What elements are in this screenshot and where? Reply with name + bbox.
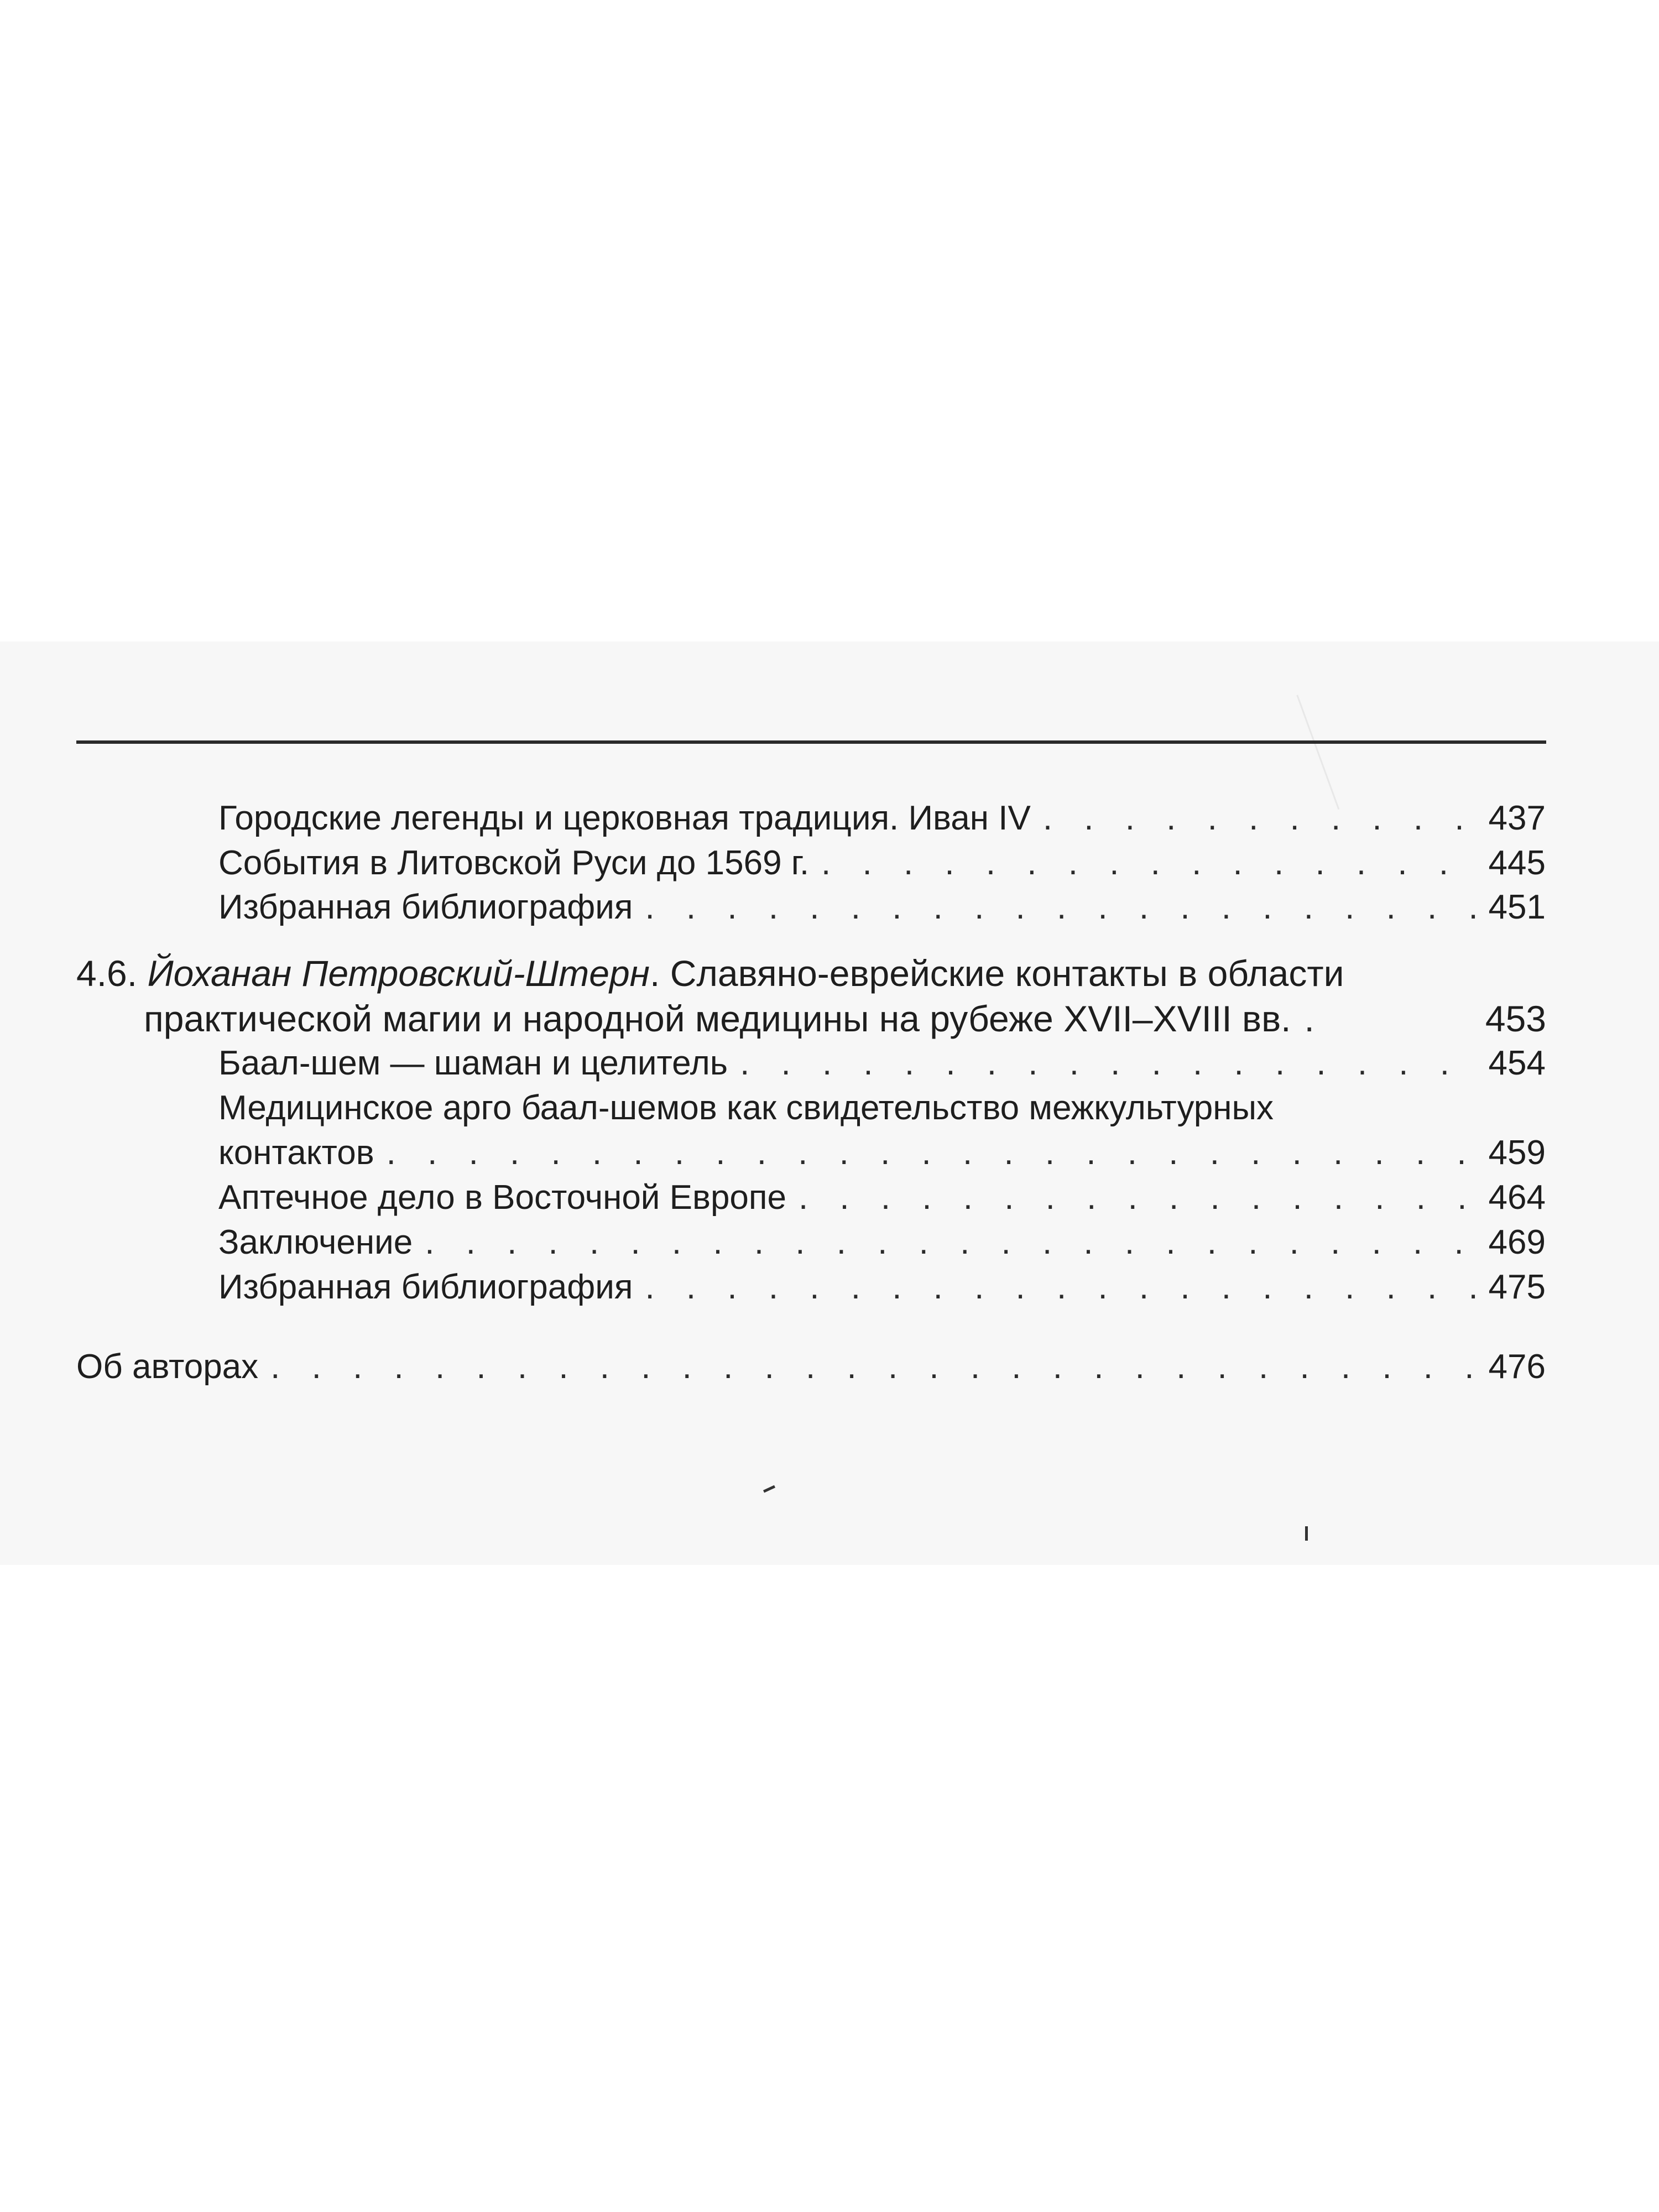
section-title-part1: . Славяно-еврейские контакты в области [650,953,1344,994]
toc-entry-page: 464 [1488,1178,1546,1217]
dot-leader [1043,796,1479,841]
toc-entry-page: 437 [1488,799,1546,837]
toc-entry[interactable] [218,841,1546,885]
section-title-part2: практической магии и народной медицины на рубеже XVII–XVIII вв. [144,998,1291,1039]
toc-entry-title: Городские легенды и церковная традиция. Иван IV [218,799,1031,837]
section-heading-line1[interactable] [76,951,1547,995]
dot-leader [645,1265,1478,1310]
toc-entry[interactable] [218,1176,1546,1220]
dot-leader [740,1041,1478,1086]
toc-entry[interactable] [218,1220,1546,1265]
section-heading [76,951,1344,995]
toc-entry-title: Аптечное дело в Восточной Европе [218,1178,786,1217]
section-page: 453 [1485,998,1546,1039]
toc-entry-title: Об авторах [76,1348,259,1386]
dot-leader [1305,997,1338,1041]
toc-entry-title: Баал-шем — шаман и целитель [218,1044,728,1082]
toc-entry-page: 459 [1488,1134,1546,1172]
toc-entry-line1[interactable] [218,1086,1546,1130]
section-heading-line2[interactable] [144,997,1546,1041]
toc-entry-title: Медицинское арго баал-шемов как свидетельство межкультурных [218,1089,1274,1127]
toc-entry-page: 475 [1488,1268,1546,1306]
toc-entry-title-line2: контактов [218,1134,374,1172]
toc-entry[interactable] [218,1265,1546,1310]
dot-leader [645,885,1478,930]
toc-entry-title: События в Литовской Руси до 1569 г. [218,844,810,882]
toc-entry[interactable] [218,796,1546,841]
toc-entry-page: 451 [1488,888,1546,926]
toc-entry[interactable] [218,885,1546,930]
dot-leader [799,1176,1479,1220]
section-author: Йоханан Петровский-Штерн [147,953,650,994]
dot-leader [270,1345,1478,1389]
toc-entry-page: 445 [1488,844,1546,882]
header-rule [76,740,1546,744]
toc-entry-page: 469 [1488,1223,1546,1261]
scan-speck [1305,1526,1308,1541]
toc-entry-title: Заключение [218,1223,413,1261]
dot-leader [821,841,1479,885]
toc-entry[interactable] [218,1131,1546,1175]
toc-entry-page: 476 [1488,1348,1546,1386]
toc-entry[interactable] [218,1041,1546,1086]
toc-entry-about-authors[interactable] [76,1345,1546,1389]
toc-entry-title: Избранная библиография [218,1268,633,1306]
dot-leader [387,1131,1479,1175]
section-number: 4.6. [76,953,138,994]
toc-entry-page: 454 [1488,1044,1546,1082]
toc-entry-title: Избранная библиография [218,888,633,926]
dot-leader [425,1220,1478,1265]
